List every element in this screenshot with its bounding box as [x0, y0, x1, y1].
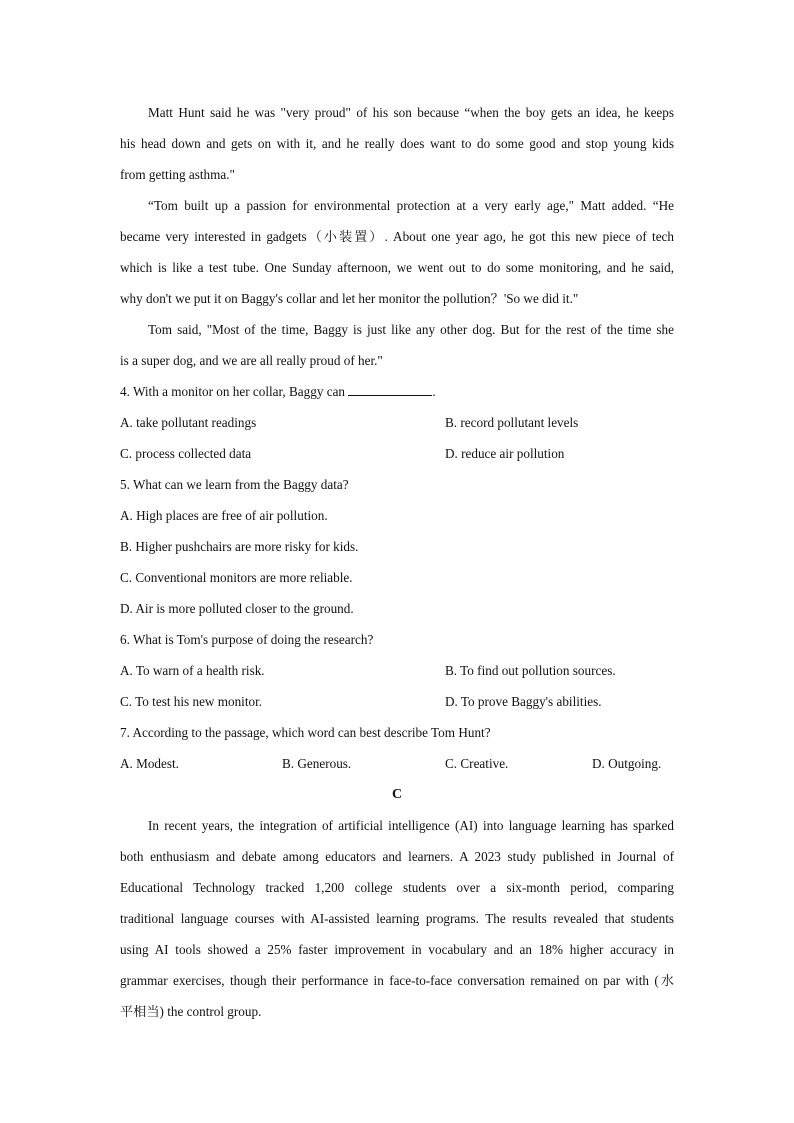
passage-c-paragraph-1 — [120, 810, 674, 1027]
answer-blank — [348, 383, 432, 396]
passage-b-paragraph-1 — [120, 97, 674, 190]
option-a: A. High places are free of air pollution. — [120, 508, 328, 523]
passage-b-paragraph-2 — [120, 190, 674, 314]
option-a: A. To warn of a health risk. — [120, 663, 265, 678]
option-a: A. take pollutant readings — [120, 415, 257, 430]
text-line: why don't we put it on Baggy's collar and let her monitor the pollution？'So we did it." — [120, 291, 579, 306]
text-line: from getting asthma." — [120, 167, 235, 182]
text-line: both enthusiasm and debate among educators and learners. A 2023 study published in Journal of — [120, 849, 674, 864]
document-page — [120, 97, 674, 1027]
question-stem-end: . — [432, 384, 436, 399]
question-6 — [120, 624, 674, 717]
option-row — [120, 686, 674, 717]
option-a: A. Modest. — [120, 756, 179, 771]
option-b: B. Higher pushchairs are more risky for kids. — [120, 539, 359, 554]
option-b: B. To find out pollution sources. — [445, 663, 616, 678]
text-line: became very interested in gadgets（小装置）. About one year ago, he got this new piece of tech — [120, 229, 674, 244]
question-4 — [120, 376, 674, 469]
text-line: using AI tools showed a 25% faster improvement in vocabulary and an 18% higher accuracy in — [120, 942, 674, 957]
text-line: his head down and gets on with it, and he really does want to do some good and stop young kids — [120, 136, 674, 151]
question-stem: 7. According to the passage, which word can best describe Tom Hunt? — [120, 725, 491, 740]
option-row — [120, 748, 674, 779]
option-row — [120, 655, 674, 686]
text-line: Matt Hunt said he was "very proud" of his son because “when the boy gets an idea, he keeps — [148, 105, 674, 120]
passage-b-paragraph-3 — [120, 314, 674, 376]
option-c: C. Creative. — [445, 756, 509, 771]
text-line: In recent years, the integration of artificial intelligence (AI) into language learning has sparked — [148, 818, 674, 833]
text-line: Educational Technology tracked 1,200 college students over a six-month period, comparing — [120, 880, 674, 895]
question-stem-text: 4. With a monitor on her collar, Baggy can — [120, 384, 349, 399]
option-b: B. record pollutant levels — [445, 415, 579, 430]
option-d: D. Air is more polluted closer to the ground. — [120, 601, 354, 616]
section-heading: C — [391, 787, 403, 802]
text-line: Tom said, "Most of the time, Baggy is just like any other dog. But for the rest of the time she — [148, 322, 674, 337]
question-stem: 5. What can we learn from the Baggy data? — [120, 477, 349, 492]
option-row — [120, 438, 674, 469]
text-line: 平相当) the control group. — [120, 1004, 262, 1019]
text-line: traditional language courses with AI-assisted learning programs. The results revealed that students — [120, 911, 674, 926]
option-c: C. To test his new monitor. — [120, 694, 263, 709]
text-line: which is like a test tube. One Sunday afternoon, we went out to do some monitoring, and he said, — [120, 260, 674, 275]
text-line: grammar exercises, though their performance in face-to-face conversation remained on par with (水 — [120, 973, 674, 988]
option-c: C. Conventional monitors are more reliable. — [120, 570, 353, 585]
option-d: D. Outgoing. — [592, 756, 662, 771]
question-5 — [120, 469, 674, 624]
question-stem: 6. What is Tom's purpose of doing the research? — [120, 632, 374, 647]
option-c: C. process collected data — [120, 446, 252, 461]
question-stem — [120, 376, 674, 407]
option-row — [120, 407, 674, 438]
text-line: is a super dog, and we are all really proud of her." — [120, 353, 383, 368]
question-7 — [120, 717, 674, 779]
option-b: B. Generous. — [282, 756, 352, 771]
option-d: D. To prove Baggy's abilities. — [445, 694, 602, 709]
option-d: D. reduce air pollution — [445, 446, 565, 461]
text-line: “Tom built up a passion for environmental protection at a very early age," Matt added. “He — [148, 198, 674, 213]
